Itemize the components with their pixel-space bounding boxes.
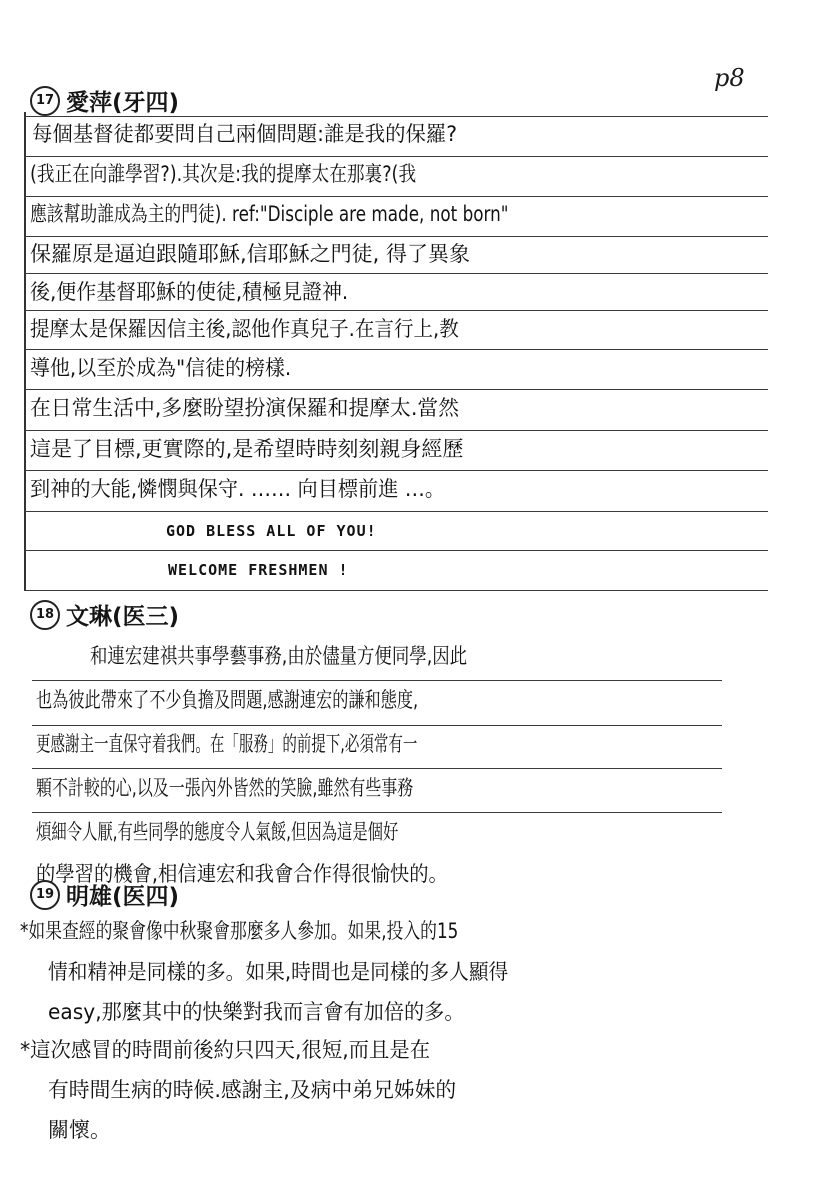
text-line: 情和精神是同樣的多。如果,時間也是同樣的多人顯得: [48, 960, 509, 984]
section-heading: [30, 84, 179, 117]
ruled-line: [24, 156, 768, 157]
ruled-line: [24, 470, 768, 471]
text-line: 的學習的機會,相信連宏和我會合作得很愉快的。: [36, 862, 448, 886]
margin-line: [24, 112, 26, 590]
ruled-line: [24, 590, 768, 591]
section-title: 愛萍(牙四): [66, 90, 180, 116]
text-line: 顆不計較的心,以及一張內外皆然的笑臉,雖然有些事務: [36, 776, 414, 800]
text-line: *這次感冒的時間前後約只四天,很短,而且是在: [20, 1038, 431, 1062]
text-line: 到神的大能,憐憫與保守. …… 向目標前進 …。: [30, 477, 446, 501]
text-line: 也為彼此帶來了不少負擔及問題,感謝連宏的謙和態度,: [36, 688, 419, 712]
text-line: 每個基督徒都要問自己兩個問題:誰是我的保羅?: [32, 122, 458, 146]
ruled-line: [24, 430, 768, 431]
section-heading: [30, 598, 179, 631]
ruled-line: [24, 273, 768, 274]
text-line: 有時間生病的時候.感謝主,及病中弟兄姊妹的: [48, 1078, 457, 1102]
text-line: 這是了目標,更實際的,是希望時時刻刻親身經歷: [30, 437, 464, 461]
text-line: 和連宏建祺共事學藝事務,由於儘量方便同學,因此: [90, 644, 468, 668]
text-line: 提摩太是保羅因信主後,認他作真兒子.在言行上,教: [30, 317, 459, 341]
section-number: 17: [30, 86, 60, 116]
ruled-line: [24, 236, 768, 237]
text-line: easy,那麼其中的快樂對我而言會有加倍的多。: [48, 1000, 465, 1024]
section-number: 18: [30, 600, 60, 630]
ruled-line: [32, 680, 722, 681]
ruled-line: [24, 511, 768, 512]
text-line: 更感謝主一直保守着我們。在「服務」的前提下,必須常有一: [36, 732, 418, 756]
ruled-line: [24, 196, 768, 197]
ruled-line: [32, 725, 722, 726]
section-title: 明雄(医四): [66, 884, 180, 910]
text-line: *如果查經的聚會像中秋聚會那麼多人參加。如果,投入的15: [20, 919, 459, 943]
ruled-line: [24, 116, 768, 117]
text-line: 關懷。: [48, 1118, 111, 1142]
ruled-line: [24, 310, 768, 311]
text-line: 導他,以至於成為"信徒的榜樣.: [30, 356, 292, 380]
text-line: 在日常生活中,多麼盼望扮演保羅和提摩太.當然: [30, 396, 460, 420]
ruled-line: [32, 812, 722, 813]
text-line: (我正在向誰學習?).其次是:我的提摩太在那裏?(我: [30, 162, 417, 186]
page-number: p8: [714, 64, 745, 92]
section-heading: [30, 878, 179, 911]
english-line: GOD BLESS ALL OF YOU!: [166, 522, 377, 540]
ruled-line: [32, 768, 722, 769]
ruled-line: [24, 389, 768, 390]
ruled-line: [24, 349, 768, 350]
section-title: 文琳(医三): [66, 604, 180, 630]
section-number: 19: [30, 880, 60, 910]
ruled-line: [24, 550, 768, 551]
text-line: 應該幫助誰成為主的門徒). ref:"Disciple are made, not born": [30, 202, 509, 226]
text-line: 保羅原是逼迫跟隨耶穌,信耶穌之門徒, 得了異象: [30, 242, 471, 266]
text-line: 後,便作基督耶穌的使徒,積極見證神.: [30, 280, 349, 304]
english-line: WELCOME FRESHMEN !: [168, 561, 349, 579]
text-line: 煩細令人厭,有些同學的態度令人氣餒,但因為這是個好: [36, 820, 399, 844]
